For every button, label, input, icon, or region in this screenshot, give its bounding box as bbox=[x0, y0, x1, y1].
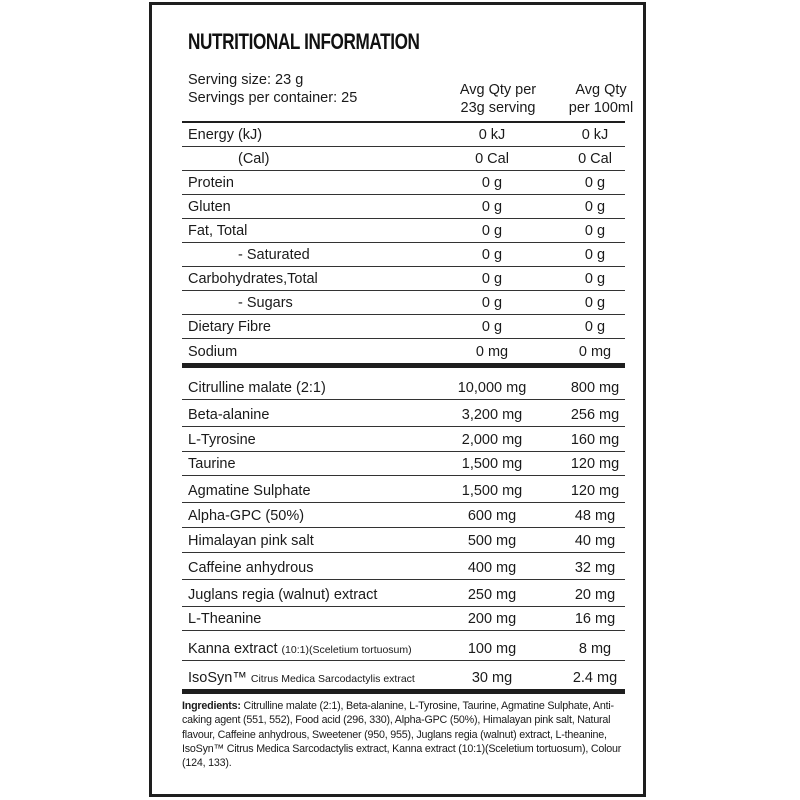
bottom-divider bbox=[182, 689, 625, 694]
column-header-per-serving bbox=[446, 81, 550, 117]
row-name-detail: (10:1)(Sceletium tortuosum) bbox=[281, 644, 412, 656]
row-name bbox=[188, 127, 262, 143]
value-per-serving: 10,000 mg bbox=[457, 380, 527, 396]
row-name bbox=[188, 223, 247, 239]
value-per-100ml: 800 mg bbox=[570, 380, 620, 396]
value-per-100ml: 20 mg bbox=[574, 587, 616, 603]
column-header-per-100ml bbox=[552, 81, 650, 117]
row-name-text: Agmatine Sulphate bbox=[188, 483, 311, 499]
row-name-text: Kanna extract bbox=[188, 641, 278, 657]
column-header-line: Avg Qty per bbox=[459, 82, 537, 98]
value-per-serving: 0 g bbox=[481, 175, 503, 191]
row-name bbox=[188, 319, 271, 335]
row-name-text: Taurine bbox=[188, 456, 236, 472]
row-name bbox=[238, 151, 269, 167]
row-name bbox=[188, 560, 314, 576]
value-per-100ml: 16 mg bbox=[574, 611, 616, 627]
value-per-100ml: 0 g bbox=[584, 247, 606, 263]
row-name-text: Carbohydrates,Total bbox=[188, 271, 318, 287]
value-per-serving: 1,500 mg bbox=[461, 483, 523, 499]
value-per-100ml: 0 g bbox=[584, 295, 606, 311]
row-name-text: - Sugars bbox=[238, 295, 293, 311]
value-per-100ml: 0 g bbox=[584, 319, 606, 335]
value-per-serving: 250 mg bbox=[467, 587, 517, 603]
row-name-text: Fat, Total bbox=[188, 223, 248, 239]
row-name-text: Citrulline malate (2:1) bbox=[188, 380, 326, 396]
table-row bbox=[182, 373, 625, 400]
row-name bbox=[188, 432, 256, 448]
table-row bbox=[182, 400, 625, 427]
value-per-100ml: 0 Cal bbox=[578, 151, 612, 167]
row-name bbox=[188, 456, 236, 472]
value-per-100ml: 40 mg bbox=[574, 533, 616, 549]
row-name-text: Gluten bbox=[188, 199, 231, 215]
ingredients-text: Citrulline malate (2:1), Beta-alanine, L-Tyrosine, Taurine, Agmatine Sulphate, Anti-caking agent (551, 552), Food acid (296, 330), Alpha-GPC (50%), Himalayan pink salt, Natural flavour, Caffeine anhydrous, Sweetener (950, 955), Juglans regia (walnut) extract, L-theanine, IsoSyn™ Citrus Medica Sarcodactylis extract, Kanna extract (10:1)(Sceletium tortuosum), Colour (124, 133). bbox=[182, 700, 622, 770]
row-name bbox=[238, 295, 293, 311]
value-per-100ml: 48 mg bbox=[574, 508, 616, 524]
value-per-100ml: 0 g bbox=[584, 271, 606, 287]
table-row bbox=[182, 291, 625, 315]
panel-title: NUTRITIONAL INFORMATION bbox=[188, 29, 420, 54]
row-name bbox=[188, 587, 377, 603]
value-per-100ml: 0 mg bbox=[578, 344, 612, 360]
table-header bbox=[188, 71, 634, 117]
table-row bbox=[182, 476, 625, 503]
row-name bbox=[188, 483, 311, 499]
value-per-serving: 0 Cal bbox=[475, 151, 509, 167]
table-row bbox=[182, 452, 625, 476]
value-per-100ml: 0 g bbox=[584, 199, 606, 215]
row-name bbox=[188, 533, 314, 549]
row-name bbox=[188, 271, 318, 287]
row-name bbox=[188, 175, 234, 191]
value-per-100ml: 0 g bbox=[584, 223, 606, 239]
row-name-text: Juglans regia (walnut) extract bbox=[188, 587, 378, 603]
column-header-line: Avg Qty bbox=[575, 82, 627, 98]
value-per-serving: 200 mg bbox=[467, 611, 517, 627]
table-row bbox=[182, 147, 625, 171]
value-per-serving: 0 g bbox=[481, 199, 503, 215]
row-name bbox=[188, 199, 231, 215]
table-row bbox=[182, 171, 625, 195]
column-header-line: 23g serving bbox=[460, 100, 536, 116]
value-per-100ml: 2.4 mg bbox=[572, 670, 618, 686]
row-name-text: L-Tyrosine bbox=[188, 432, 256, 448]
table-row bbox=[182, 123, 625, 147]
row-name-detail: Citrus Medica Sarcodactylis extract bbox=[250, 673, 415, 685]
serving-info bbox=[188, 71, 357, 107]
row-name-text: Protein bbox=[188, 175, 234, 191]
value-per-serving: 0 g bbox=[481, 223, 503, 239]
value-per-serving: 30 mg bbox=[471, 670, 513, 686]
value-per-serving: 2,000 mg bbox=[461, 432, 523, 448]
value-per-serving: 500 mg bbox=[467, 533, 517, 549]
servings-per-container: Servings per container: 25 bbox=[188, 90, 358, 106]
value-per-serving: 0 g bbox=[481, 319, 503, 335]
value-per-serving: 0 g bbox=[481, 295, 503, 311]
table-row bbox=[182, 661, 625, 689]
row-name-text: L-Theanine bbox=[188, 611, 262, 627]
value-per-serving: 0 mg bbox=[475, 344, 509, 360]
table-row bbox=[182, 528, 625, 553]
row-name-text: Caffeine anhydrous bbox=[188, 560, 314, 576]
row-name bbox=[188, 380, 326, 396]
value-per-100ml: 32 mg bbox=[574, 560, 616, 576]
row-name bbox=[188, 611, 261, 627]
table-row bbox=[182, 503, 625, 528]
column-header-line: per 100ml bbox=[568, 100, 634, 116]
table-row bbox=[182, 267, 625, 291]
row-name-text: (Cal) bbox=[238, 151, 270, 167]
value-per-serving: 400 mg bbox=[467, 560, 517, 576]
table-row bbox=[182, 195, 625, 219]
row-name bbox=[188, 407, 269, 423]
value-per-serving: 600 mg bbox=[467, 508, 517, 524]
row-name-text: Energy (kJ) bbox=[188, 127, 263, 143]
row-name bbox=[188, 670, 415, 686]
value-per-serving: 3,200 mg bbox=[461, 407, 523, 423]
table-row bbox=[182, 243, 625, 267]
nutrition-panel bbox=[149, 2, 646, 797]
value-per-serving: 0 g bbox=[481, 247, 503, 263]
value-per-100ml: 256 mg bbox=[570, 407, 620, 423]
value-per-serving: 0 g bbox=[481, 271, 503, 287]
row-name bbox=[238, 247, 310, 263]
ingredients-label: Ingredients: bbox=[182, 700, 241, 712]
table-row bbox=[182, 427, 625, 452]
table-row bbox=[182, 339, 625, 363]
table-row bbox=[182, 580, 625, 607]
row-name-text: Himalayan pink salt bbox=[188, 533, 314, 549]
table-row bbox=[182, 315, 625, 339]
row-name-text: Alpha-GPC (50%) bbox=[188, 508, 305, 524]
value-per-100ml: 8 mg bbox=[578, 641, 612, 657]
row-name bbox=[188, 641, 412, 657]
value-per-serving: 1,500 mg bbox=[461, 456, 523, 472]
table-row bbox=[182, 553, 625, 580]
value-per-100ml: 160 mg bbox=[570, 432, 620, 448]
table-row bbox=[182, 631, 625, 661]
row-name-text: IsoSyn™ bbox=[188, 670, 247, 686]
row-name-text: - Saturated bbox=[238, 247, 310, 263]
value-per-100ml: 120 mg bbox=[570, 456, 620, 472]
table-row bbox=[182, 607, 625, 631]
value-per-100ml: 120 mg bbox=[570, 483, 620, 499]
value-per-100ml: 0 g bbox=[584, 175, 606, 191]
value-per-serving: 0 kJ bbox=[478, 127, 506, 143]
section-divider bbox=[182, 363, 625, 368]
row-name bbox=[188, 508, 304, 524]
value-per-serving: 100 mg bbox=[467, 641, 517, 657]
value-per-100ml: 0 kJ bbox=[581, 127, 609, 143]
serving-size: Serving size: 23 g bbox=[188, 72, 304, 88]
row-name-text: Sodium bbox=[188, 344, 238, 360]
ingredients-list bbox=[182, 699, 627, 770]
row-name bbox=[188, 344, 237, 360]
row-name-text: Dietary Fibre bbox=[188, 319, 271, 335]
table-row bbox=[182, 219, 625, 243]
row-name-text: Beta-alanine bbox=[188, 407, 270, 423]
